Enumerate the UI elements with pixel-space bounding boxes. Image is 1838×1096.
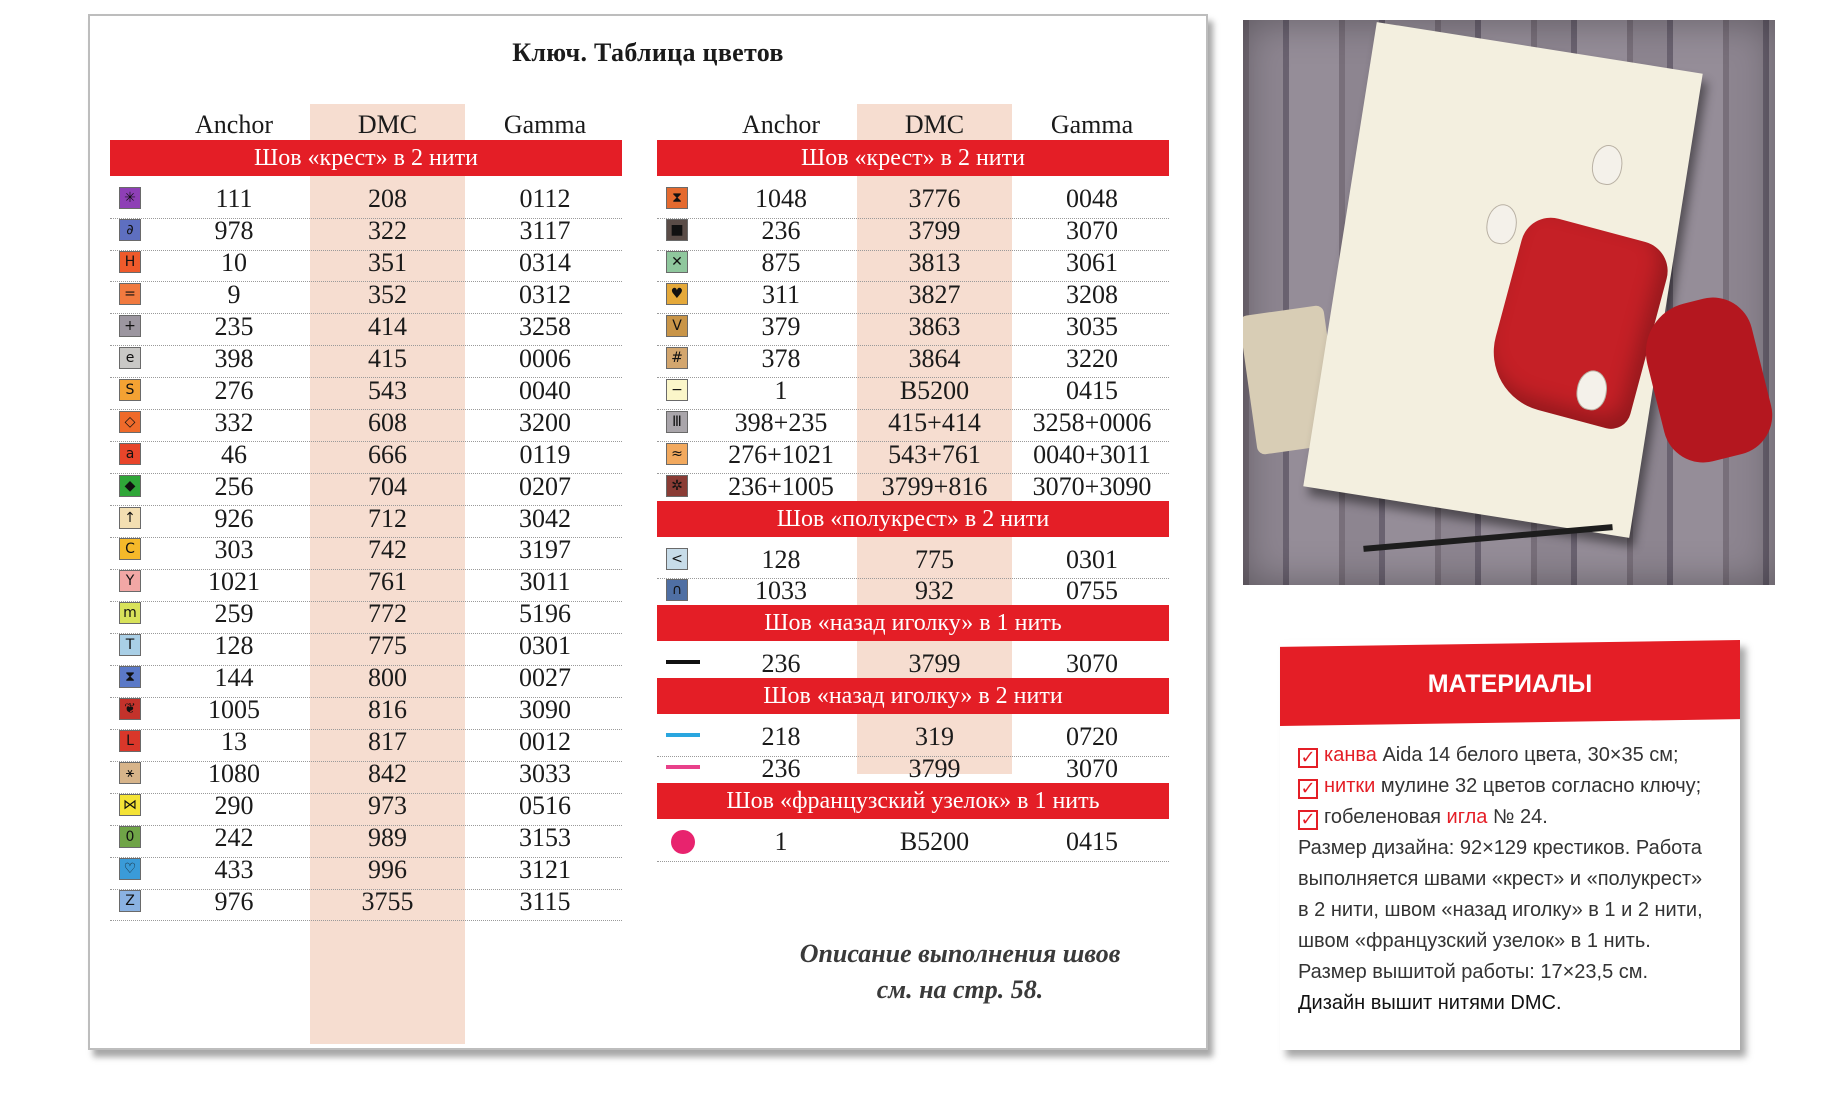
key-row xyxy=(657,823,1169,862)
anchor-cell: 46 xyxy=(221,439,247,469)
bunny-motif xyxy=(1589,143,1625,187)
dmc-cell: B5200 xyxy=(899,375,970,405)
anchor-cell: 236 xyxy=(761,215,801,245)
anchor-cell: 1048 xyxy=(755,184,807,213)
symbol-icon: ✕ xyxy=(666,251,688,273)
anchor-cell: 378 xyxy=(761,343,801,373)
dmc-cell: 704 xyxy=(368,471,407,501)
gamma-cell: 0040 xyxy=(519,375,571,405)
anchor-cell: 9 xyxy=(227,279,241,309)
anchor-cell: 1033 xyxy=(755,576,807,606)
dmc-cell: 543 xyxy=(368,375,407,405)
line-symbol xyxy=(666,733,700,737)
anchor-cell: 379 xyxy=(761,311,801,341)
symbol-icon: ◆ xyxy=(119,475,141,497)
gamma-cell: 0048 xyxy=(1066,184,1118,213)
dmc-cell: 3827 xyxy=(908,279,961,309)
symbol-icon: ◇ xyxy=(119,411,141,433)
material-detail: мулине 32 цветов согласно ключу; xyxy=(1375,775,1702,797)
material-prefix: гобеленовая xyxy=(1324,806,1447,828)
anchor-cell: 235 xyxy=(214,311,254,341)
materials-text-line: Размер вышитой работы: 17×23,5 см. xyxy=(1298,961,1649,983)
symbol-icon: e xyxy=(119,347,141,369)
dmc-cell: 742 xyxy=(368,535,407,565)
dmc-cell: 3799 xyxy=(908,215,961,245)
gamma-cell: 0112 xyxy=(519,184,571,213)
material-keyword: нитки xyxy=(1324,775,1376,797)
anchor-cell: 236 xyxy=(761,754,801,784)
dmc-cell: 415 xyxy=(368,343,407,373)
anchor-cell: 978 xyxy=(214,215,254,245)
materials-box xyxy=(1280,640,1740,1050)
dmc-cell: 414 xyxy=(368,311,407,341)
dmc-cell: 608 xyxy=(368,407,407,437)
section-band: Шов «крест» в 2 нити xyxy=(110,140,622,176)
dmc-cell: 817 xyxy=(368,727,407,757)
gamma-cell: 0415 xyxy=(1066,375,1118,405)
anchor-cell: 111 xyxy=(215,184,253,213)
section-band: Шов «полукрест» в 2 нити xyxy=(657,501,1169,537)
anchor-cell: 1 xyxy=(774,375,788,405)
dmc-cell: 761 xyxy=(368,567,407,597)
materials-text-line: в 2 нити, швом «назад иголку» в 1 и 2 нити, xyxy=(1298,899,1703,921)
anchor-cell: 276 xyxy=(214,375,254,405)
anchor-cell: 433 xyxy=(214,854,254,884)
anchor-cell: 13 xyxy=(221,727,247,757)
material-item xyxy=(1298,771,1728,802)
anchor-cell: 1080 xyxy=(208,759,260,789)
gamma-cell: 3153 xyxy=(519,823,571,852)
symbol-icon: S xyxy=(119,379,141,401)
material-item xyxy=(1298,740,1728,771)
section-band: Шов «назад иголку» в 2 нити xyxy=(657,678,1169,714)
materials-body xyxy=(1298,740,1728,1019)
gamma-cell: 3070 xyxy=(1066,649,1118,679)
materials-title: МАТЕРИАЛЫ xyxy=(1427,670,1593,698)
symbol-icon: = xyxy=(119,283,141,305)
symbol-icon: ✳ xyxy=(119,187,141,209)
dmc-cell: 800 xyxy=(368,663,407,693)
materials-text-line: швом «французский узелок» в 1 нить. xyxy=(1298,930,1651,952)
gamma-cell: 3200 xyxy=(519,407,571,437)
symbol-icon: ❦ xyxy=(119,698,141,720)
dmc-cell: 352 xyxy=(368,279,407,309)
bunny-motif xyxy=(1484,202,1520,246)
material-detail: Aida 14 белого цвета, 30×35 см; xyxy=(1376,744,1679,766)
key-column-left xyxy=(110,84,622,1046)
header-dmc: DMC xyxy=(357,110,418,139)
gamma-cell: 0040+3011 xyxy=(1033,439,1151,469)
anchor-cell: 1005 xyxy=(208,695,260,725)
anchor-cell: 144 xyxy=(214,663,254,693)
anchor-cell: 236 xyxy=(761,649,801,679)
gamma-cell: 3117 xyxy=(519,215,571,245)
gamma-cell: 3070 xyxy=(1066,215,1118,245)
dmc-cell: 775 xyxy=(368,631,407,661)
gamma-cell: 0720 xyxy=(1066,722,1118,752)
symbol-icon: ∂ xyxy=(119,219,141,241)
anchor-cell: 10 xyxy=(221,247,247,277)
symbol-icon: Y xyxy=(119,570,141,592)
gamma-cell: 3033 xyxy=(519,759,571,789)
anchor-cell: 1 xyxy=(774,827,788,857)
material-keyword: канва xyxy=(1324,744,1377,766)
anchor-cell: 128 xyxy=(761,544,801,574)
material-detail: № 24. xyxy=(1487,806,1548,828)
symbol-icon: ■ xyxy=(666,219,688,241)
key-row xyxy=(110,883,622,922)
anchor-cell: 311 xyxy=(761,279,801,309)
materials-text-line: выполняется швами «крест» и «полукрест» xyxy=(1298,868,1703,890)
dmc-cell: 712 xyxy=(368,503,407,533)
dmc-cell: 3799 xyxy=(908,754,961,784)
gamma-cell: 3011 xyxy=(519,567,571,597)
header-anchor: Anchor xyxy=(742,110,820,139)
gamma-cell: 0207 xyxy=(519,471,571,501)
symbol-icon: ⋈ xyxy=(119,794,141,816)
gamma-cell: 3115 xyxy=(519,886,571,916)
symbol-icon: V xyxy=(666,315,688,337)
note-line-2: см. на стр. 58. xyxy=(876,975,1044,1004)
gamma-cell: 0027 xyxy=(519,663,571,693)
symbol-icon: Ⅲ xyxy=(666,411,688,433)
line-symbol xyxy=(666,660,700,664)
anchor-cell: 398 xyxy=(214,343,254,373)
gamma-cell: 3061 xyxy=(1066,247,1118,277)
dmc-cell: 842 xyxy=(368,759,407,789)
symbol-icon: # xyxy=(666,347,688,369)
symbol-icon: ∩ xyxy=(666,579,688,601)
dmc-cell: B5200 xyxy=(899,827,970,857)
dmc-cell: 973 xyxy=(368,791,407,821)
symbol-icon: ≈ xyxy=(666,443,688,465)
key-column-right xyxy=(657,84,1169,1046)
dmc-cell: 775 xyxy=(915,544,954,574)
check-icon: ✓ xyxy=(1298,779,1318,799)
material-keyword: игла xyxy=(1446,806,1488,828)
materials-last-line: Дизайн вышит нитями DMC. xyxy=(1298,992,1562,1014)
anchor-cell: 128 xyxy=(214,631,254,661)
finished-work-photo xyxy=(1243,20,1775,585)
header-gamma: Gamma xyxy=(1050,110,1134,139)
check-icon: ✓ xyxy=(1298,748,1318,768)
symbol-icon: ♥ xyxy=(666,283,688,305)
gamma-cell: 0516 xyxy=(519,791,571,821)
symbol-icon: L xyxy=(119,730,141,752)
symbol-icon: Z xyxy=(119,890,141,912)
anchor-cell: 875 xyxy=(761,247,801,277)
dot-symbol xyxy=(671,830,695,854)
anchor-cell: 976 xyxy=(214,886,254,916)
symbol-icon: + xyxy=(119,315,141,337)
gamma-cell: 3121 xyxy=(519,854,571,884)
gamma-cell: 0012 xyxy=(519,727,571,757)
gamma-cell: 3258+0006 xyxy=(1032,407,1152,437)
section-band: Шов «французский узелок» в 1 нить xyxy=(657,783,1169,819)
anchor-cell: 926 xyxy=(214,503,254,533)
header-gamma: Gamma xyxy=(503,110,587,139)
gamma-cell: 5196 xyxy=(519,599,571,629)
symbol-icon: ⧗ xyxy=(666,187,688,209)
gamma-cell: 0006 xyxy=(519,343,571,373)
embroidered-card xyxy=(1303,22,1702,538)
dmc-cell: 3755 xyxy=(361,886,414,916)
symbol-icon: a xyxy=(119,443,141,465)
anchor-cell: 1021 xyxy=(208,567,260,597)
key-title: Ключ. Таблица цветов xyxy=(512,38,784,67)
symbol-icon: ⚹ xyxy=(119,762,141,784)
dmc-cell: 319 xyxy=(915,722,954,752)
dmc-cell: 208 xyxy=(368,184,407,213)
dmc-cell: 415+414 xyxy=(888,407,981,437)
gamma-cell: 3070 xyxy=(1066,754,1118,784)
section-band: Шов «крест» в 2 нити xyxy=(657,140,1169,176)
symbol-icon: ✲ xyxy=(666,475,688,497)
symbol-icon: H xyxy=(119,251,141,273)
header-dmc: DMC xyxy=(904,110,965,139)
anchor-cell: 332 xyxy=(214,407,254,437)
dmc-cell: 351 xyxy=(368,247,407,277)
dmc-cell: 3799 xyxy=(908,649,961,679)
symbol-icon: C xyxy=(119,538,141,560)
section-band: Шов «назад иголку» в 1 нить xyxy=(657,605,1169,641)
dmc-cell: 932 xyxy=(915,576,954,606)
gamma-cell: 0119 xyxy=(519,439,571,469)
material-item xyxy=(1298,802,1728,833)
symbol-icon: ♡ xyxy=(119,858,141,880)
dmc-cell: 816 xyxy=(368,695,407,725)
gamma-cell: 3042 xyxy=(519,503,571,533)
gamma-cell: 3197 xyxy=(519,535,571,565)
gamma-cell: 3035 xyxy=(1066,311,1118,341)
dmc-cell: 3863 xyxy=(908,311,961,341)
dmc-cell: 772 xyxy=(368,599,407,629)
symbol-icon: ⧗ xyxy=(119,666,141,688)
gamma-cell: 3258 xyxy=(519,311,571,341)
symbol-icon: m xyxy=(119,602,141,624)
anchor-cell: 290 xyxy=(214,791,254,821)
dmc-cell: 3864 xyxy=(908,343,961,373)
line-symbol xyxy=(666,765,700,769)
gamma-cell: 0314 xyxy=(519,247,571,277)
check-icon: ✓ xyxy=(1298,810,1318,830)
anchor-cell: 256 xyxy=(214,471,254,501)
anchor-cell: 242 xyxy=(214,823,254,852)
stitch-description-note xyxy=(740,936,1180,1008)
gamma-cell: 0301 xyxy=(1066,544,1118,574)
anchor-cell: 276+1021 xyxy=(728,439,834,469)
gamma-cell: 0415 xyxy=(1066,827,1118,857)
symbol-icon: < xyxy=(666,548,688,570)
gamma-cell: 0755 xyxy=(1066,576,1118,606)
gamma-cell: 3220 xyxy=(1066,343,1118,373)
anchor-cell: 259 xyxy=(214,599,254,629)
gamma-cell: 3070+3090 xyxy=(1032,471,1152,501)
anchor-cell: 398+235 xyxy=(734,407,828,437)
anchor-cell: 236+1005 xyxy=(728,471,834,501)
gamma-cell: 3090 xyxy=(519,695,571,725)
dmc-cell: 996 xyxy=(368,854,407,884)
dmc-cell: 3813 xyxy=(908,247,961,277)
gamma-cell: 3208 xyxy=(1066,279,1118,309)
dmc-cell: 322 xyxy=(368,215,407,245)
needle xyxy=(1363,524,1613,552)
dmc-cell: 666 xyxy=(368,439,407,469)
symbol-icon: − xyxy=(666,379,688,401)
header-anchor: Anchor xyxy=(195,110,273,139)
anchor-cell: 218 xyxy=(761,722,801,752)
materials-text-line: Размер дизайна: 92×129 крестиков. Работа xyxy=(1298,837,1702,859)
symbol-icon: 0 xyxy=(119,826,141,848)
color-key-panel xyxy=(88,14,1208,1050)
dmc-cell: 989 xyxy=(368,823,407,852)
anchor-cell: 303 xyxy=(214,535,254,565)
note-line-1: Описание выполнения швов xyxy=(799,939,1121,968)
symbol-icon: ↑ xyxy=(119,507,141,529)
dmc-cell: 543+761 xyxy=(888,439,981,469)
dmc-cell: 3776 xyxy=(908,184,961,213)
symbol-icon: T xyxy=(119,634,141,656)
dmc-cell: 3799+816 xyxy=(881,471,988,501)
gamma-cell: 0301 xyxy=(519,631,571,661)
gamma-cell: 0312 xyxy=(519,279,571,309)
